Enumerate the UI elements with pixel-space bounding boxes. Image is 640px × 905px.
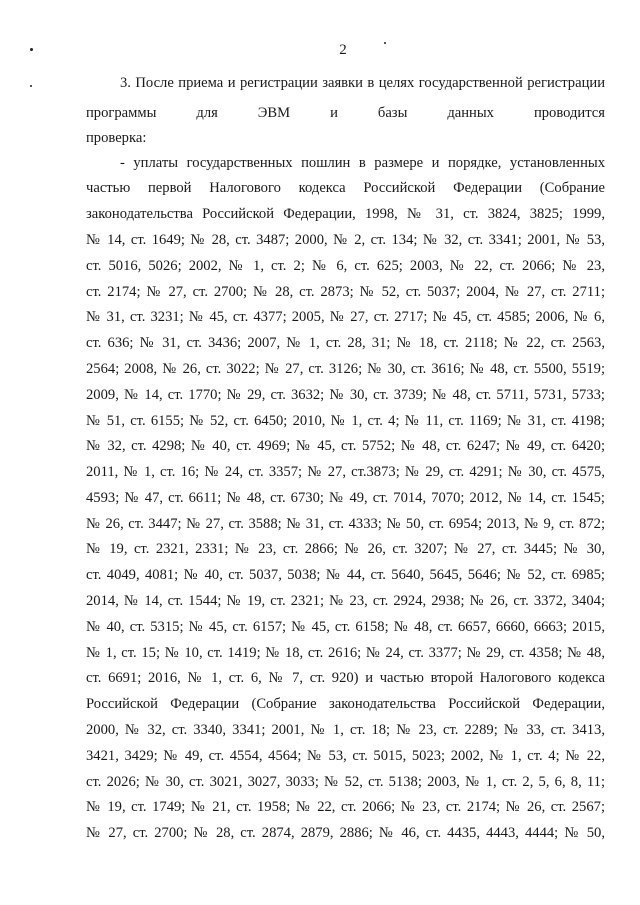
paragraph-line: ст. 6691; 2016, № 1, ст. 6, № 7, ст. 920) и частью второй Налогового кодекса — [86, 670, 605, 686]
paragraph-line: 3. После приема и регистрации заявки в целях государственной регистрации — [120, 75, 605, 91]
paragraph-line: 3421, 3429; № 49, ст. 4554, 4564; № 53, ст. 5015, 5023; 2002, № 1, ст. 4; № 22, — [86, 748, 605, 764]
paragraph-line: законодательства Российской Федерации, 1998, № 31, ст. 3824, 3825; 1999, — [86, 206, 605, 222]
paragraph-line: программы для ЭВМ и базы данных проводится — [86, 105, 605, 121]
paragraph-line: № 26, ст. 3447; № 27, ст. 3588; № 31, ст. 4333; № 50, ст. 6954; 2013, № 9, ст. 872; — [86, 516, 605, 532]
paragraph-line: 2011, № 1, ст. 16; № 24, ст. 3357; № 27, ст.3873; № 29, ст. 4291; № 30, ст. 4575, — [86, 464, 605, 480]
paragraph-line: № 27, ст. 2700; № 28, ст. 2874, 2879, 2886; № 46, ст. 4435, 4443, 4444; № 50, — [86, 825, 605, 841]
paragraph-line: 2009, № 14, ст. 1770; № 29, ст. 3632; № 30, ст. 3739; № 48, ст. 5711, 5731, 5733; — [86, 387, 605, 403]
paragraph-line: № 40, ст. 5315; № 45, ст. 6157; № 45, ст. 6158; № 48, ст. 6657, 6660, 6663; 2015, — [86, 619, 605, 635]
paragraph-line: Российской Федерации (Собрание законодательства Российской Федерации, — [86, 696, 605, 712]
paragraph-line: № 32, ст. 4298; № 40, ст. 4969; № 45, ст. 5752; № 48, ст. 6247; № 49, ст. 6420; — [86, 438, 605, 454]
page-number: 2 — [339, 42, 347, 58]
paragraph-line: ст. 636; № 31, ст. 3436; 2007, № 1, ст. 28, 31; № 18, ст. 2118; № 22, ст. 2563, — [86, 335, 605, 351]
paragraph-line: ст. 5016, 5026; 2002, № 1, ст. 2; № 6, ст. 625; 2003, № 22, ст. 2066; № 23, — [86, 258, 605, 274]
scan-speck — [30, 85, 32, 87]
paragraph-line: ст. 2174; № 27, ст. 2700; № 28, ст. 2873; № 52, ст. 5037; 2004, № 27, ст. 2711; — [86, 284, 605, 300]
paragraph-line: № 51, ст. 6155; № 52, ст. 6450; 2010, № 1, ст. 4; № 11, ст. 1169; № 31, ст. 4198; — [86, 413, 605, 429]
paragraph-line: № 19, ст. 1749; № 21, ст. 1958; № 22, ст. 2066; № 23, ст. 2174; № 26, ст. 2567; — [86, 799, 605, 815]
paragraph-line: - уплаты государственных пошлин в размере и порядке, установленных — [120, 155, 605, 171]
paragraph-line: 2000, № 32, ст. 3340, 3341; 2001, № 1, ст. 18; № 23, ст. 2289; № 33, ст. 3413, — [86, 722, 605, 738]
paragraph-line: № 1, ст. 15; № 10, ст. 1419; № 18, ст. 2616; № 24, ст. 3377; № 29, ст. 4358; № 48, — [86, 645, 605, 661]
paragraph-line: 2014, № 14, ст. 1544; № 19, ст. 2321; № 23, ст. 2924, 2938; № 26, ст. 3372, 3404; — [86, 593, 605, 609]
paragraph-line: № 19, ст. 2321, 2331; № 23, ст. 2866; № 26, ст. 3207; № 27, ст. 3445; № 30, — [86, 541, 605, 557]
paragraph-line: ст. 4049, 4081; № 40, ст. 5037, 5038; № 44, ст. 5640, 5645, 5646; № 52, ст. 6985; — [86, 567, 605, 583]
paragraph-line: № 31, ст. 3231; № 45, ст. 4377; 2005, № 27, ст. 2717; № 45, ст. 4585; 2006, № 6, — [86, 309, 605, 325]
paragraph-line: 4593; № 47, ст. 6611; № 48, ст. 6730; № 49, ст. 7014, 7070; 2012, № 14, ст. 1545; — [86, 490, 605, 506]
paragraph-line: проверка: — [86, 130, 147, 146]
paragraph-line: № 14, ст. 1649; № 28, ст. 3487; 2000, № 2, ст. 134; № 32, ст. 3341; 2001, № 53, — [86, 232, 605, 248]
paragraph-line: ст. 2026; № 30, ст. 3021, 3027, 3033; № 52, ст. 5138; 2003, № 1, ст. 2, 5, 6, 8, 11; — [86, 774, 605, 790]
paragraph-line: 2564; 2008, № 26, ст. 3022; № 27, ст. 3126; № 30, ст. 3616; № 48, ст. 5500, 5519; — [86, 361, 605, 377]
paragraph-line: частью первой Налогового кодекса Российской Федерации (Собрание — [86, 180, 605, 196]
